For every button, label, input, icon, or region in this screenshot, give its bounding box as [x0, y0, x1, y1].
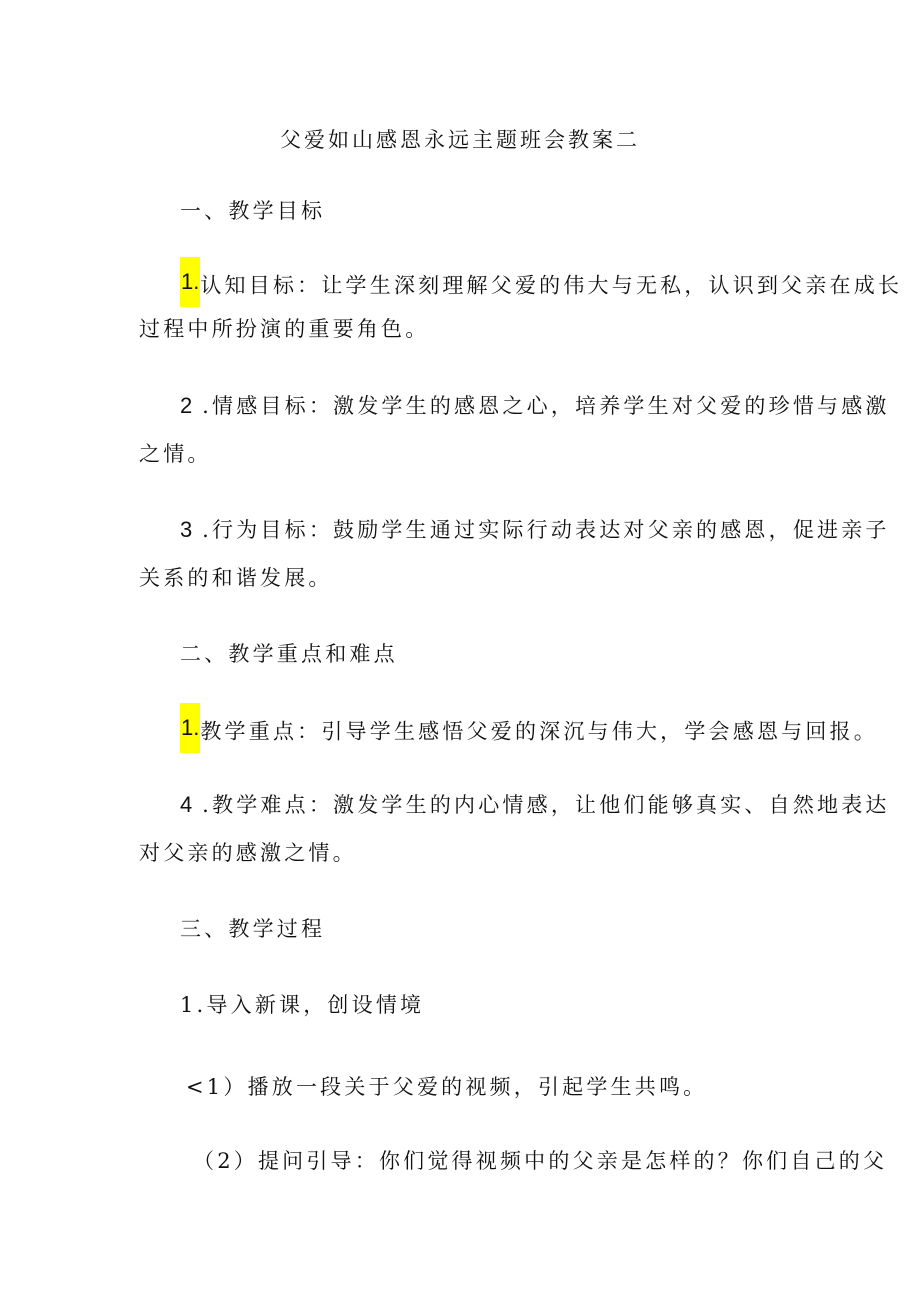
process-step-1-part-2: （2）提问引导：你们觉得视频中的父亲是怎样的？你们自己的父 — [193, 1149, 888, 1173]
section-heading-teaching-goals: 一、教学目标 — [180, 199, 326, 223]
goal-2-line-1 — [180, 391, 890, 421]
goal-3-text: .行为目标：鼓励学生通过实际行动表达对父亲的感恩，促进亲子 — [202, 518, 890, 542]
goal-1-line-1 — [180, 267, 902, 307]
goal-2-text: .情感目标：激发学生的感恩之心，培养学生对父爱的珍惜与感激 — [202, 394, 890, 418]
key-point-2-line-1 — [180, 790, 890, 820]
key-point-1 — [180, 713, 878, 753]
goal-1-text: 认知目标：让学生深刻理解父爱的伟大与无私，认识到父亲在成长 — [200, 273, 903, 298]
section-heading-process: 三、教学过程 — [180, 917, 326, 941]
key-point-1-text: 教学重点：引导学生感悟父爱的深沉与伟大，学会感恩与回报。 — [200, 719, 878, 744]
section-heading-key-points: 二、教学重点和难点 — [180, 642, 398, 666]
goal-3-line-1 — [180, 515, 890, 545]
goal-3-number: 3 — [180, 517, 193, 542]
process-step-1-part-1: <1）播放一段关于父爱的视频，引起学生共鸣。 — [186, 1075, 708, 1099]
goal-2-number: 2 — [180, 393, 193, 418]
goal-1-line-2: 过程中所扮演的重要角色。 — [139, 317, 430, 341]
process-step-1: 1.导入新课，创设情境 — [180, 993, 425, 1017]
goal-3-line-2: 关系的和谐发展。 — [139, 566, 333, 590]
key-point-2-text: .教学难点：激发学生的内心情感，让他们能够真实、自然地表达 — [202, 793, 890, 817]
highlighted-number: 1. — [180, 703, 200, 753]
highlighted-number: 1. — [180, 257, 200, 307]
key-point-2-number: 4 — [180, 792, 193, 817]
goal-2-line-2: 之情。 — [139, 442, 212, 466]
document-title: 父爱如山感恩永远主题班会教案二 — [280, 128, 640, 152]
key-point-2-line-2: 对父亲的感激之情。 — [139, 841, 357, 865]
